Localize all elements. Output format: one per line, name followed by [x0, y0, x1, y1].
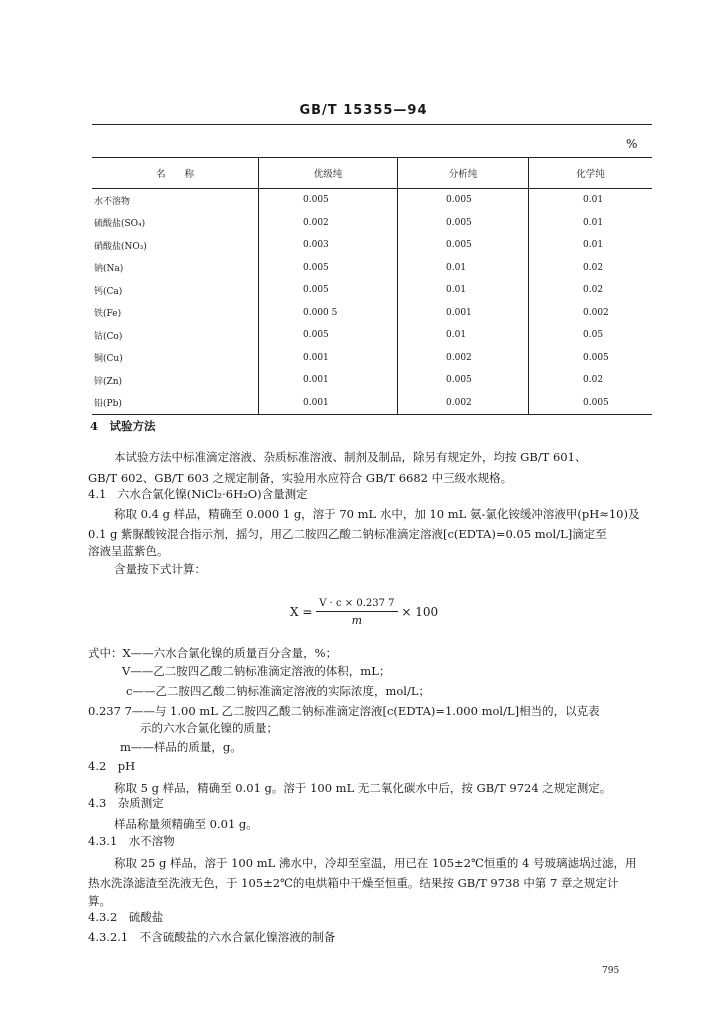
- section-4-3-2-title: 4.3.2 硫酸盐: [88, 910, 164, 924]
- table-row: [92, 189, 652, 212]
- row-value: 0.002: [398, 392, 529, 415]
- row-value: 0.01: [529, 189, 653, 212]
- section-4-1-para-line-3: 溶液呈蓝紫色。: [88, 544, 169, 558]
- row-name: 铜(Cu): [94, 354, 123, 365]
- row-value: 0.005: [259, 324, 398, 347]
- section-4-3-1-para-line-1: 称取 25 g 样品，溶于 100 mL 沸水中，冷却至室温，用已在 105±2℃恒重的 4 号玻璃滤埚过滤，用: [114, 856, 637, 870]
- row-value: 0.003: [259, 234, 398, 257]
- section-4-intro-line-2: GB/T 602、GB/T 603 之规定制备，实验用水应符合 GB/T 6682 中三级水规格。: [88, 471, 513, 485]
- section-4-3-title: 4.3 杂质测定: [88, 796, 164, 810]
- row-value: 0.005: [259, 279, 398, 302]
- row-value: 0.01: [398, 279, 529, 302]
- where-line-5: 示的六水合氯化镍的质量；: [140, 721, 278, 735]
- section-4-2-para: 称取 5 g 样品，精确至 0.01 g。溶于 100 mL 无二氧化碳水中后，按 GB/T 9724 之规定测定。: [114, 781, 612, 795]
- formula-rhs: × 100: [401, 605, 439, 619]
- row-value: 0.01: [529, 234, 653, 257]
- row-value: 0.002: [529, 302, 653, 325]
- row-name: 铁(Fe): [94, 309, 122, 320]
- table-row: [92, 302, 652, 325]
- table-unit-label: %: [626, 137, 638, 151]
- row-value: 0.005: [398, 234, 529, 257]
- formula-lhs: X =: [290, 605, 313, 619]
- row-value: 0.005: [398, 369, 529, 392]
- row-value: 0.005: [529, 347, 653, 370]
- row-value: 0.005: [529, 392, 653, 415]
- table-row: [92, 279, 652, 302]
- section-4-1-para-line-2: 0.1 g 紫脲酸铵混合指示剂，摇匀，用乙二胺四乙酸二钠标准滴定溶液[c(EDTA)=0.05 mol/L]滴定至: [88, 527, 607, 541]
- row-value: 0.01: [398, 324, 529, 347]
- header-analytical-reagent: 分析纯: [398, 158, 529, 189]
- table-row: [92, 324, 652, 347]
- section-4-title: 4 试验方法: [90, 419, 156, 433]
- row-value: 0.000 5: [259, 302, 398, 325]
- where-line-6: m——样品的质量，g。: [120, 740, 242, 754]
- row-value: 0.01: [529, 212, 653, 235]
- impurity-spec-table: [92, 157, 652, 415]
- row-name: 钠(Na): [94, 264, 124, 275]
- table-row: [92, 392, 652, 415]
- row-value: 0.02: [529, 369, 653, 392]
- where-line-2: V——乙二胺四乙酸二钠标准滴定溶液的体积，mL；: [122, 664, 391, 678]
- section-4-3-2-1-title: 4.3.2.1 不含硫酸盐的六水合氯化镍溶液的制备: [88, 930, 336, 944]
- where-line-4: 0.237 7——与 1.00 mL 乙二胺四乙酸二钠标准滴定溶液[c(EDTA)=1.000 mol/L]相当的，以克表: [88, 704, 600, 718]
- section-4-2-title: 4.2 pH: [88, 759, 136, 773]
- standard-code-header: GB/T 15355—94: [299, 103, 428, 118]
- formula-denominator: m: [351, 614, 363, 627]
- row-value: 0.001: [259, 369, 398, 392]
- table-row: [92, 369, 652, 392]
- where-line-3: c——乙二胺四乙酸二钠标准滴定溶液的实际浓度，mol/L；: [126, 684, 430, 698]
- row-value: 0.05: [529, 324, 653, 347]
- table-row: [92, 234, 652, 257]
- section-4-3-1-title: 4.3.1 水不溶物: [88, 834, 175, 848]
- table-row: [92, 212, 652, 235]
- header-chemically-pure: 化学纯: [529, 158, 653, 189]
- row-value: 0.002: [259, 212, 398, 235]
- row-value: 0.005: [398, 212, 529, 235]
- row-value: 0.02: [529, 279, 653, 302]
- section-4-1-para-line-1: 称取 0.4 g 样品，精确至 0.000 1 g，溶于 70 mL 水中，加 10 mL 氨-氯化铵缓冲溶液甲(pH≈10)及: [114, 507, 640, 521]
- section-4-3-1-para-line-2: 热水洗涤滤渣至洗液无色，于 105±2℃的电烘箱中干燥至恒重。结果按 GB/T 9738 中第 7 章之规定计: [88, 876, 619, 890]
- row-value: 0.005: [398, 189, 529, 212]
- row-name: 锌(Zn): [94, 376, 123, 387]
- row-value: 0.01: [398, 257, 529, 280]
- row-name: 铅(Pb): [92, 392, 259, 415]
- row-value: 0.005: [259, 189, 398, 212]
- section-4-intro-line-1: 本试验方法中标准滴定溶液、杂质标准溶液、制剂及制品，除另有规定外，均按 GB/T 601、: [114, 450, 587, 464]
- header-guaranteed-reagent: 优级纯: [259, 158, 398, 189]
- content-formula: [290, 598, 438, 627]
- page-number: 795: [602, 966, 620, 976]
- row-name: 钴(Co): [94, 331, 123, 342]
- section-4-3-para: 样品称量须精确至 0.01 g。: [114, 817, 258, 831]
- section-4-1-title: 4.1 六水合氯化镍(NiCl₂·6H₂O)含量测定: [88, 487, 308, 501]
- row-value: 0.002: [398, 347, 529, 370]
- where-line-1: 式中：X——六水合氯化镍的质量百分含量，%；: [88, 646, 338, 660]
- table-row: [92, 347, 652, 370]
- section-4-3-1-para-line-3: 算。: [88, 894, 111, 908]
- row-value: 0.001: [259, 347, 398, 370]
- row-value: 0.001: [259, 392, 398, 415]
- row-name: 钙(Ca): [94, 286, 123, 297]
- row-name: 硝酸盐(NO₃): [94, 241, 147, 252]
- row-name: 硫酸盐(SO₄): [94, 219, 146, 230]
- row-value: 0.02: [529, 257, 653, 280]
- table-header-row: [92, 158, 652, 189]
- table-row: [92, 257, 652, 280]
- header-rule: [92, 124, 652, 125]
- row-value: 0.001: [398, 302, 529, 325]
- formula-fraction: [316, 598, 397, 627]
- calculation-label: 含量按下式计算：: [114, 562, 206, 576]
- header-name: 名 称: [92, 158, 259, 189]
- row-value: 0.005: [259, 257, 398, 280]
- formula-numerator: V · c × 0.237 7: [316, 598, 397, 612]
- row-name: 水不溶物: [94, 196, 131, 207]
